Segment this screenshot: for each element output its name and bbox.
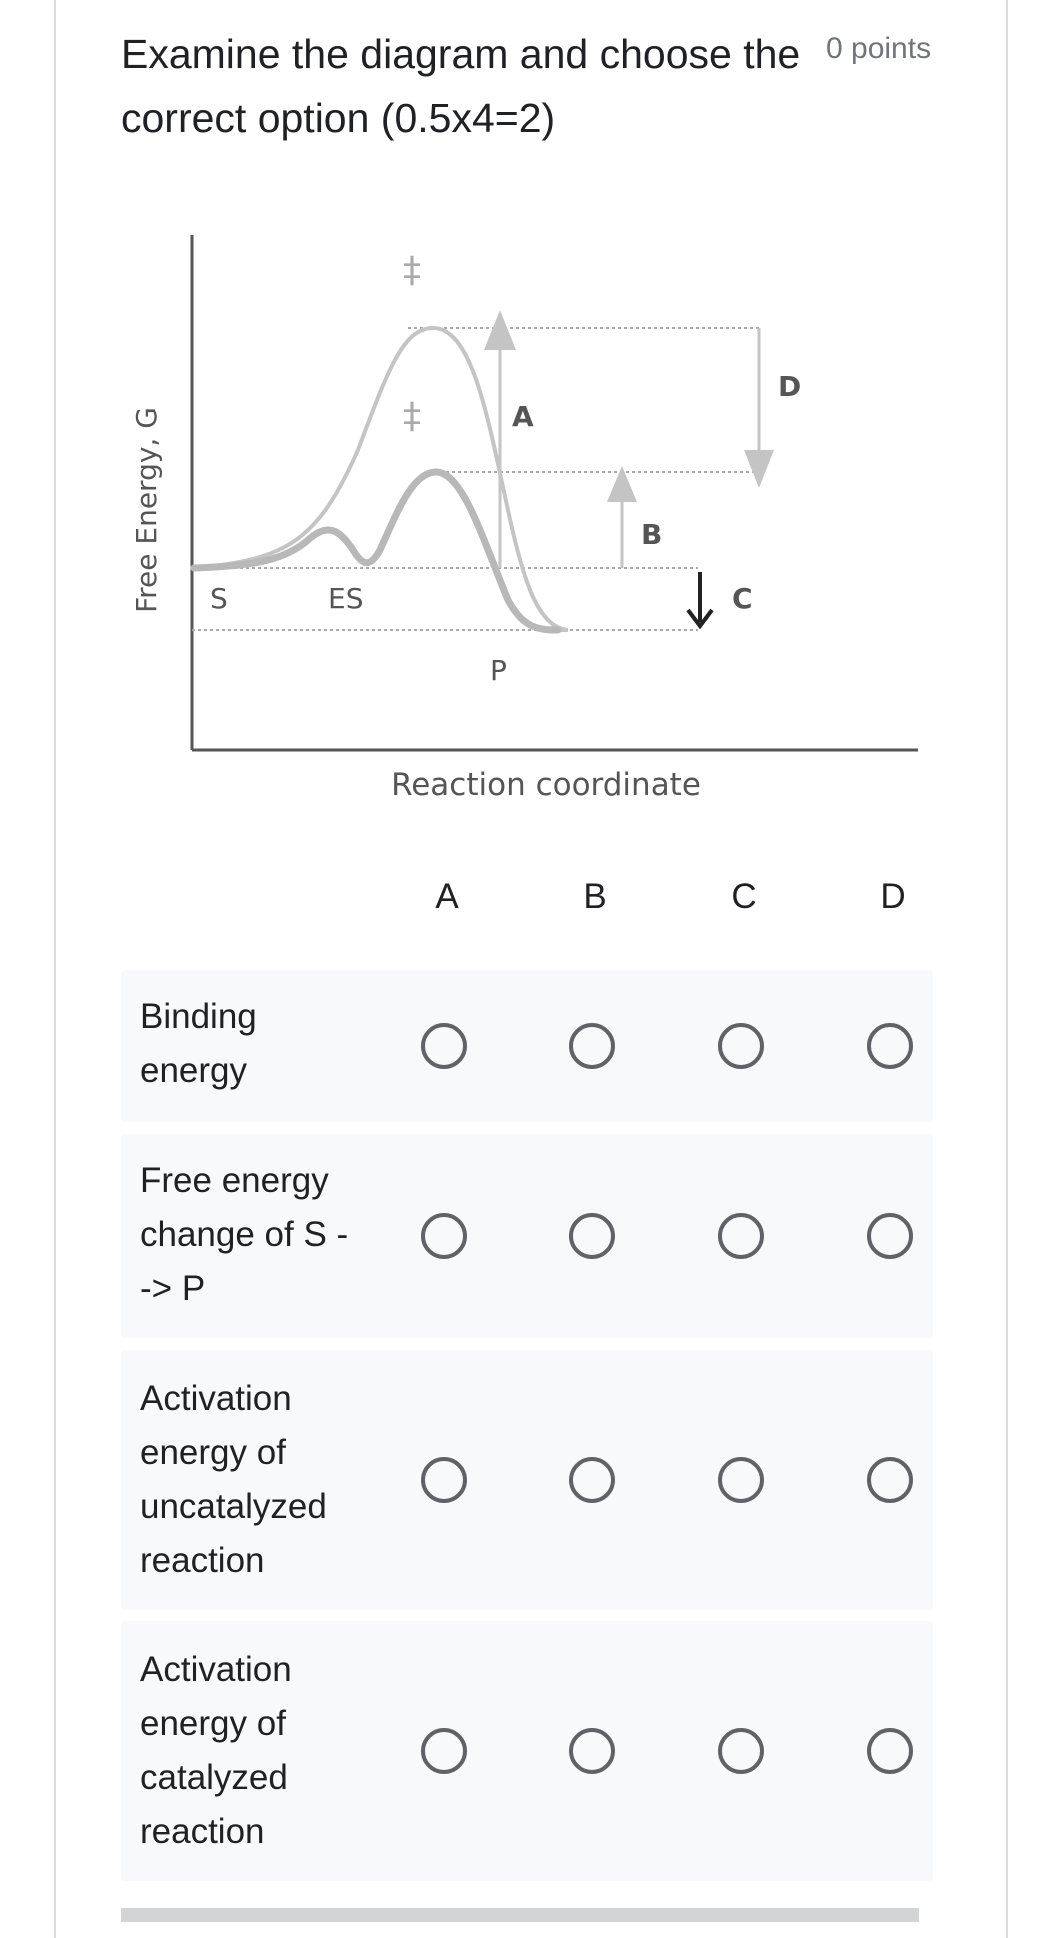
row-label: Activation energy of catalyzed reaction <box>140 1650 292 1851</box>
energy-diagram <box>118 210 928 820</box>
radio-activation-uncatalyzed-a[interactable] <box>421 1457 467 1503</box>
radio-free-energy-change-d[interactable] <box>867 1213 913 1259</box>
label-d: D <box>778 370 802 403</box>
label-s: S <box>210 582 228 615</box>
label-es: ES <box>328 582 364 615</box>
radio-free-energy-change-b[interactable] <box>569 1213 615 1259</box>
column-header-a: A <box>435 877 459 916</box>
column-header-d: D <box>880 877 906 916</box>
column-header-c: C <box>731 877 757 916</box>
points-label: 0 points <box>826 32 932 65</box>
label-c: C <box>732 582 753 615</box>
radio-free-energy-change-c[interactable] <box>718 1213 764 1259</box>
y-axis-label: Free Energy, G <box>130 407 163 613</box>
row-label: Activation energy of uncatalyzed reaction <box>140 1379 327 1580</box>
radio-binding-energy-b[interactable] <box>569 1023 615 1069</box>
grid-row-free-energy-change <box>121 1134 933 1338</box>
radio-activation-uncatalyzed-d[interactable] <box>867 1457 913 1503</box>
label-p: P <box>490 654 507 687</box>
label-b: B <box>641 518 663 551</box>
radio-activation-catalyzed-d[interactable] <box>867 1728 913 1774</box>
radio-activation-catalyzed-c[interactable] <box>718 1728 764 1774</box>
radio-free-energy-change-a[interactable] <box>421 1213 467 1259</box>
radio-binding-energy-d[interactable] <box>867 1023 913 1069</box>
grid-row-activation-uncatalyzed <box>121 1350 933 1610</box>
row-label: Free energy change of S --> P <box>140 1161 349 1308</box>
radio-activation-catalyzed-a[interactable] <box>421 1728 467 1774</box>
grid-row-binding-energy <box>121 970 933 1122</box>
transition-mark-catalyzed: ‡ <box>403 396 421 437</box>
question-title: Examine the diagram and choose the correct option (0.5x4=2) <box>121 31 801 141</box>
column-header-b: B <box>583 877 607 916</box>
radio-binding-energy-c[interactable] <box>718 1023 764 1069</box>
arrow-a-head <box>484 310 516 350</box>
radio-activation-catalyzed-b[interactable] <box>569 1728 615 1774</box>
label-a: A <box>512 400 534 433</box>
radio-activation-uncatalyzed-b[interactable] <box>569 1457 615 1503</box>
x-axis-label: Reaction coordinate <box>391 767 701 803</box>
row-label: Binding energy <box>140 997 257 1090</box>
radio-binding-energy-a[interactable] <box>421 1023 467 1069</box>
uncatalyzed-curve <box>194 328 568 630</box>
radio-activation-uncatalyzed-c[interactable] <box>718 1457 764 1503</box>
grid-row-activation-catalyzed <box>121 1621 933 1881</box>
transition-mark-uncatalyzed: ‡ <box>403 250 421 291</box>
arrow-d-head <box>744 450 774 488</box>
